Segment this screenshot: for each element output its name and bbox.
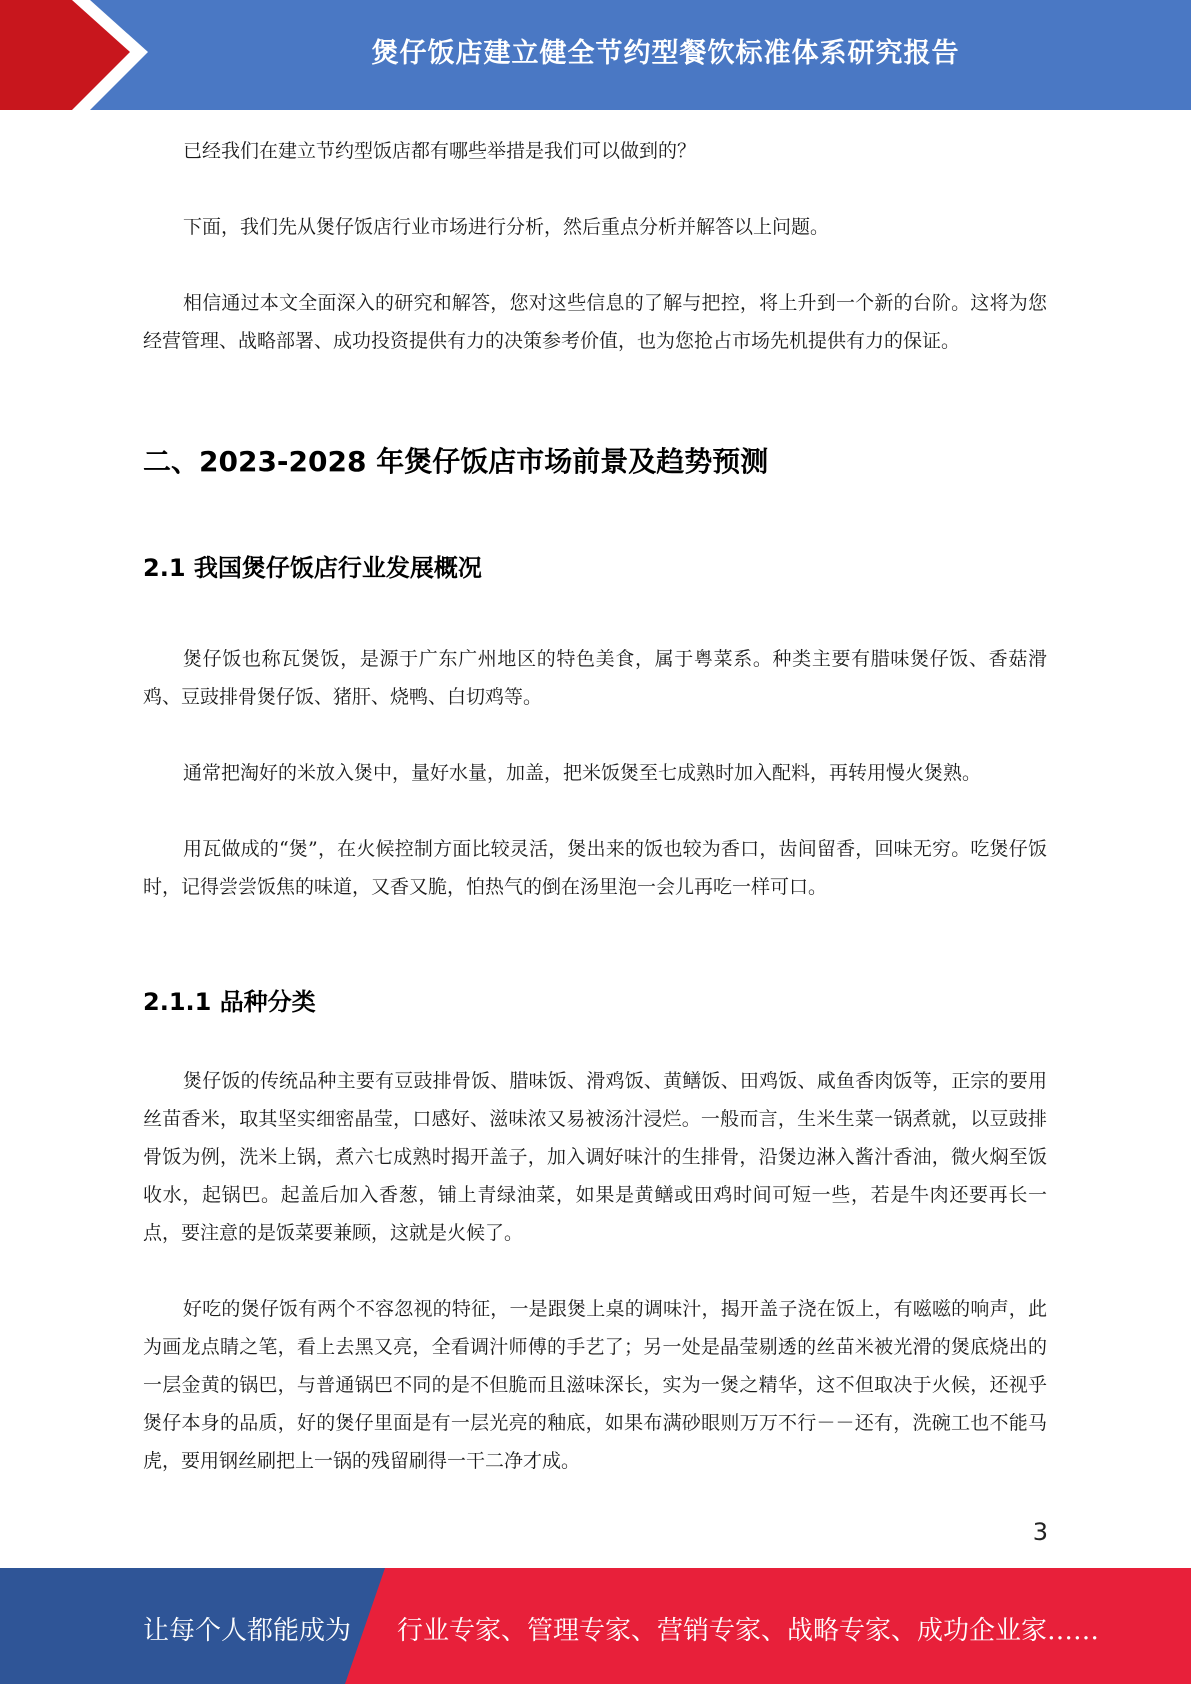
- page-header: [0, 0, 1191, 110]
- paragraph-2-1-3: 用瓦做成的“煲”，在火候控制方面比较灵活，煲出来的饭也较为香口，齿间留香，回味无穷。吃煲仔饭时，记得尝尝饭焦的味道，又香又脆，怕热气的倒在汤里泡一会儿再吃一样可口。: [143, 838, 1047, 898]
- paragraph-2-1-1-1: 煲仔饭的传统品种主要有豆豉排骨饭、腊味饭、滑鸡饭、黄鳝饭、田鸡饭、咸鱼香肉饭等，正宗的要用丝苗香米，取其坚实细密晶莹，口感好、滋味浓又易被汤汁浸烂。一般而言，生米生菜一锅煮就，以豆豉排骨饭为例，洗米上锅，煮六七成熟时揭开盖子，加入调好味汁的生排骨，沿煲边淋入酱汁香油，微火焖至饭收水，起锅巴。起盖后加入香葱，铺上青绿油菜，如果是黄鳝或田鸡时间可短一些，若是牛肉还要再长一点，要注意的是饭菜要兼顾，这就是火候了。: [143, 1070, 1047, 1244]
- document-title: 煲仔饭店建立健全节约型餐饮标准体系研究报告: [371, 37, 960, 69]
- section-heading: 二、2023-2028 年煲仔饭店市场前景及趋势预测: [143, 445, 769, 478]
- footer-slogan-left: 让每个人都能成为: [143, 1616, 352, 1646]
- intro-paragraph-2: 下面，我们先从煲仔饭店行业市场进行分析，然后重点分析并解答以上问题。: [183, 216, 830, 238]
- intro-paragraph-1: 已经我们在建立节约型饭店都有哪些举措是我们可以做到的？: [183, 140, 697, 162]
- paragraph-2-1-2: 通常把淘好的米放入煲中，量好水量，加盖，把米饭煲至七成熟时加入配料，再转用慢火煲熟。: [183, 762, 982, 784]
- subsection-heading-2-1-1: 2.1.1 品种分类: [143, 988, 316, 1016]
- subsection-heading-2-1: 2.1 我国煲仔饭店行业发展概况: [143, 554, 482, 582]
- footer-slogan-right: 行业专家、管理专家、营销专家、战略专家、成功企业家……: [397, 1616, 1100, 1646]
- intro-paragraph-3: 相信通过本文全面深入的研究和解答，您对这些信息的了解与把控，将上升到一个新的台阶。这将为您经营管理、战略部署、成功投资提供有力的决策参考价值，也为您抢占市场先机提供有力的保证。: [143, 292, 1047, 352]
- paragraph-2-1-1: 煲仔饭也称瓦煲饭，是源于广东广州地区的特色美食，属于粤菜系。种类主要有腊味煲仔饭、香菇滑鸡、豆豉排骨煲仔饭、猪肝、烧鸭、白切鸡等。: [143, 648, 1047, 708]
- page-number: 3: [1032, 1518, 1048, 1546]
- header-arrow-decoration: [0, 0, 160, 110]
- header-red-chevron: [0, 0, 130, 110]
- subsection-2-1-1-body: [143, 1062, 1047, 1480]
- paragraph-2-1-1-2: 好吃的煲仔饭有两个不容忽视的特征，一是跟煲上桌的调味汁，揭开盖子浇在饭上，有嗞嗞的响声，此为画龙点睛之笔，看上去黑又亮，全看调汁师傅的手艺了；另一处是晶莹剔透的丝苗米被光滑的煲底烧出的一层金黄的锅巴，与普通锅巴不同的是不但脆而且滋味深长，实为一煲之精华，这不但取决于火候，还视乎煲仔本身的品质，好的煲仔里面是有一层光亮的釉底，如果布满砂眼则万万不行－－还有，洗碗工也不能马虎，要用钢丝刷把上一锅的残留刷得一干二净才成。: [143, 1298, 1047, 1472]
- intro-section: [143, 132, 1047, 360]
- subsection-2-1-body: [143, 640, 1047, 906]
